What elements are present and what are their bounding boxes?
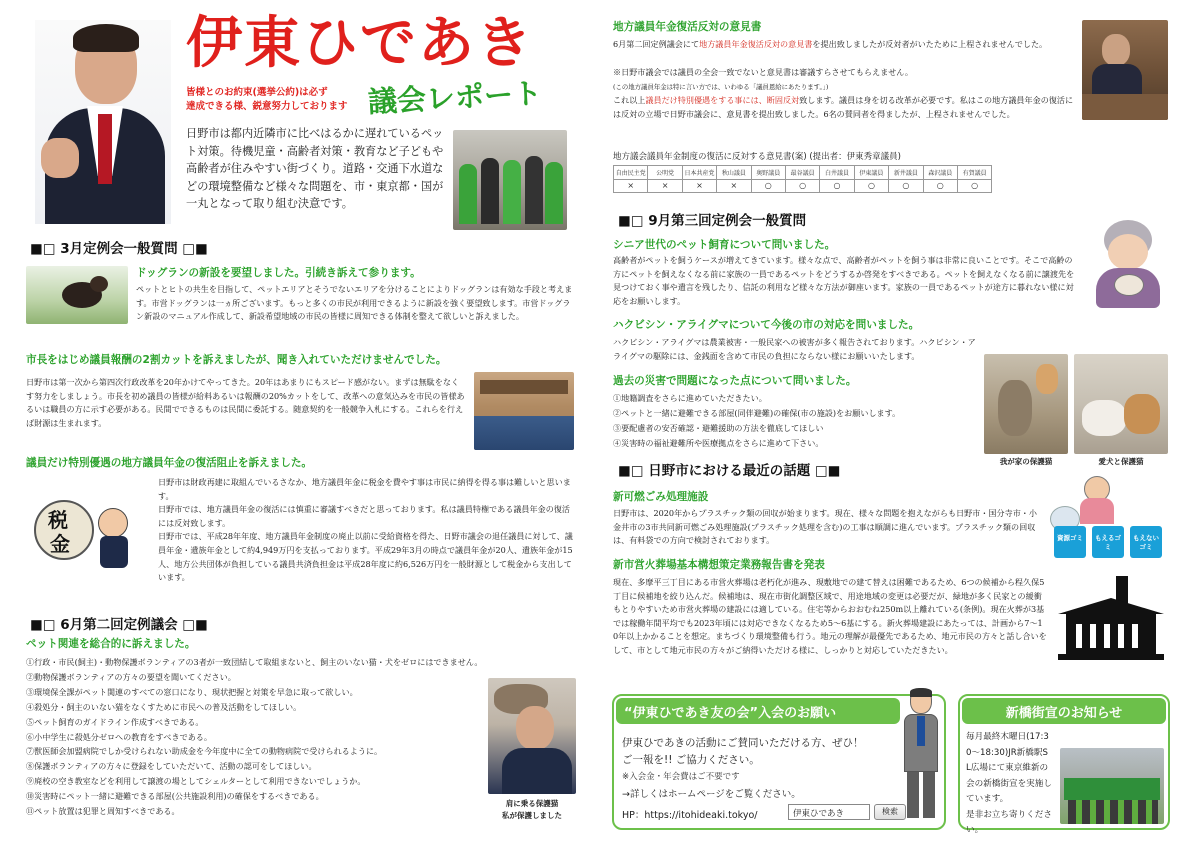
pension-highlight-2: 議員だけ特別優遇をする事には、断固反対 bbox=[645, 95, 800, 105]
party-header: 森沢議員 bbox=[923, 166, 957, 180]
march-text-1: ペットとヒトの共生を目指して、ペットエリアとそうでないエリアを分けることによりドッグランは有効な手段と考えます。市営ドッグランは一ヵ所ございます。もっと多くの市民が利用できるように新設を強く要望致します。市営ドッグラン新設のマニュアル作成して、新設希望地域の市民の皆様に周知できる体制を整えて欲しいと訴えました。 bbox=[136, 284, 573, 322]
street-photo bbox=[1060, 748, 1164, 824]
pension-text-1: 6月第二回定例議会にて地方議員年金復活反対の意見書を提出致しましたが反対者がいたために上程されませんでした。 bbox=[613, 39, 1048, 49]
vote-table-title: 地方議会議員年金制度の復活に反対する意見書(案) (提出者：伊東秀章議員) bbox=[613, 152, 901, 162]
vote-cell: ○ bbox=[889, 179, 923, 193]
party-header: 白井議員 bbox=[820, 166, 854, 180]
home-cat-caption: 我が家の保護猫 bbox=[999, 457, 1053, 466]
tax-char-2: 金 bbox=[50, 532, 70, 556]
section-topics-title: ■□ 日野市における最近の話題 □■ bbox=[618, 463, 841, 479]
pension-highlight-1: 地方議員年金復活反対の意見書 bbox=[699, 39, 813, 49]
bowing-man-illustration bbox=[898, 688, 946, 824]
list-item: ⑩災害時にペット一緒に避難できる部屋(公共施設利用)の確保をするべきである。 bbox=[26, 791, 324, 802]
intro-text: 日野市は都内近隣市に比べはるかに遅れているペット対策。待機児童・高齢者対策・教育など子どもや高齢者が住みやすい街づくり。道路・交通下水道などの環境整備など様々な問題を、市・東京都・国が一丸となって取り組む決意です。 bbox=[186, 127, 444, 211]
club-line-3: ※入会金・年会費はご不要です bbox=[622, 772, 740, 782]
bin-resource: 資源ゴミ bbox=[1054, 526, 1086, 558]
candidate-name: 伊東ひであき bbox=[186, 11, 534, 76]
bin-burnable: もえるゴミ bbox=[1092, 526, 1124, 558]
crematorium-illustration bbox=[1054, 574, 1168, 660]
street-body: 毎月最終木曜日(17:30～18:30)JR新橋駅SL広場にて東京維新の会の新橋街宣を実施しています。 是非お立ち寄りください。 bbox=[966, 732, 1052, 835]
vote-cell: ○ bbox=[785, 179, 819, 193]
topics-text-1: 日野市は、2020年からプラスチック類の回収が始まります。現在、様々な問題を抱えながらも日野市・国分寺市・小金井市の3市共同新可燃ごみ処理施設(プラスチック処理を含む)の工事は順調に進んでいます。プラスチック類の回収は、有料袋での方向で検討されております。 bbox=[613, 508, 1037, 546]
vote-cell: ○ bbox=[957, 179, 991, 193]
section-march-title: ■□ 3月定例会一般質問 □■ bbox=[30, 241, 208, 257]
club-hp: HP：https://itohideaki.tokyo/ bbox=[622, 810, 758, 821]
party-header: 最谷議員 bbox=[785, 166, 819, 180]
grandma-cat-illustration bbox=[1088, 218, 1168, 308]
party-header: 新井議員 bbox=[889, 166, 923, 180]
sept-heading-3: 過去の災害で問題になった点について問いました。 bbox=[613, 375, 857, 387]
vote-cell: × bbox=[648, 179, 682, 193]
list-item: ④災害時の福祉避難所や医療拠点をさらに進めて下さい。 bbox=[613, 438, 824, 448]
march-heading-1: ドッグランの新設を要望しました。引続き訴えて参ります。 bbox=[136, 267, 421, 279]
pension-text-2: ※日野市議会では議員の全会一致でないと意見書は審議すらさせてもらえません。 bbox=[613, 67, 913, 77]
sept-list bbox=[613, 391, 983, 451]
list-item: ⑧保護ボランティアの方々に登録をしていただいて、活動の認可をしてほしい。 bbox=[26, 761, 317, 772]
club-line-4: →詳しくはホームページをご覧ください。 bbox=[622, 789, 801, 800]
march-text-2: 日野市は第一次から第四次行政改革を20年かけてやってきた。20年はあまりにもスピード感がない。まずは無駄をなくす努力をしましょう。市長を初め議員の皆様が給料あるいは報酬の20%カットをして、改革への意気込みを市民の皆様あるいは職員の方に示す必要がある。民間でできるものは民間に委託する。随意契約を一般競争入札にする。これらを行えば財源は生まれます。 bbox=[26, 377, 465, 428]
list-item: ②動物保護ボランティアの方々の要望を聞いてください。 bbox=[26, 671, 236, 682]
tax-bag-illustration bbox=[26, 478, 152, 578]
street-title: 新橋街宣のお知らせ bbox=[1005, 706, 1123, 721]
pension-text-3: (この地方議員年金は特に言い方では、いわゆる「議員恩給にあたります。」) bbox=[613, 83, 829, 91]
pension-heading: 地方議員年金復活反対の意見書 bbox=[613, 21, 762, 33]
june-heading: ペット関連を総合的に訴えました。 bbox=[26, 638, 196, 650]
list-item: ⑤ペット飼育のガイドライン作成すべきである。 bbox=[26, 716, 204, 727]
march-text-3: 日野市は財政再建に取組んでいるさなか、地方議員年金に税金を費やす事は市民に納得を得る事は難しいと思います。 日野市では、地方議員年金の復活には慎重に審議すべきだと思っております。私は議員特権である議員年金の復活には反対致します。 日野市では、平成28年年度、地方議員年金制度の廃止以前に受給資格を得た、日野市議会の退任議員に対して、議員年金・遺族年金として約4,949万円を支払っております。平成29年3月の時点で議員年金が20人、遺族年金が15人、地方公共団体が負担している議員共済負担金は平成28年度に約6,526万円を一般財源として税金から支出しています。 bbox=[158, 477, 573, 583]
party-header: 有賀議員 bbox=[957, 166, 991, 180]
topics-heading-1: 新可燃ごみ処理施設 bbox=[613, 491, 709, 503]
march-heading-2: 市長をはじめ議員報酬の2割カットを訴えましたが、聞き入れていただけませんでした。 bbox=[26, 354, 447, 366]
list-item: ②ペットと一緒に避難できる部屋(同伴避難)の確保(市の施設)をお願いします。 bbox=[613, 408, 901, 418]
party-header: 伊東議員 bbox=[854, 166, 888, 180]
tagline-1: 皆様とのお約束(選挙公約)は必ず bbox=[186, 87, 328, 98]
assembly-photo bbox=[474, 372, 574, 450]
vote-cell: × bbox=[614, 179, 648, 193]
campaign-photo bbox=[453, 130, 567, 230]
vote-cell: ○ bbox=[854, 179, 888, 193]
club-line-2: ご一報を!! ご協力ください。 bbox=[622, 754, 760, 766]
topics-heading-2: 新市営火葬場基本構想策定業務報告書を発表 bbox=[613, 559, 825, 571]
list-item: ①行政・市民(飼主)・動物保護ボランティアの3者が一致団結して取組まないと、飼主のいない猫・犬をゼロにはできません。 bbox=[26, 657, 483, 667]
list-item: ⑪ペット放置は犯罪と周知すべきである。 bbox=[26, 806, 180, 817]
search-button[interactable]: 検索 bbox=[874, 804, 906, 820]
portrait-photo bbox=[35, 20, 171, 224]
vote-cell: ○ bbox=[751, 179, 785, 193]
vote-cell: × bbox=[682, 179, 716, 193]
list-item: ①地籍調査をさらに進めていただきたい。 bbox=[613, 393, 767, 403]
vote-cell: × bbox=[717, 179, 751, 193]
pension-text-4: これ以上議員だけ特別優遇をする事には、断固反対致します。議員は身を切る改革が必要です。私はこの地方議員年金の復活には反対の立場で日野市議会に、意見書を提出致しました。6名の賛同者を得ましたが、上程されませんでした。 bbox=[613, 95, 1074, 119]
sept-heading-1: シニア世代のペット飼育について問いました。 bbox=[613, 239, 836, 251]
vote-table bbox=[613, 165, 992, 193]
shoulder-cat-photo bbox=[488, 678, 576, 794]
club-title: “伊東ひであき友の会”入会のお願い bbox=[624, 706, 837, 721]
section-sept-title: ■□ 9月第三回定例会一般質問 bbox=[618, 213, 807, 229]
podium-photo bbox=[1082, 20, 1168, 120]
dog-photo bbox=[26, 266, 128, 324]
shoulder-cat-caption-1: 肩に乗る保護猫 bbox=[505, 799, 559, 808]
report-title: 議会レポート bbox=[367, 75, 543, 119]
party-header: 奥野議員 bbox=[751, 166, 785, 180]
sept-text-1: 高齢者がペットを飼うケースが増えてきています。様々な点で、高齢者がペットを飼う事は非常に良いことです。そこで高齢の方にペットを飼えなくなる前に家族の一員であるペットをどうするか啓発をすべきである。ペットを飼えなくなる前に譲渡先を見つけておく事や遺言を残したり、信託の利用など様々な方法が御座います。家族の一員であるペットが途方に暮れない様に対応をお願いします。 bbox=[613, 255, 1075, 306]
search-input[interactable]: 伊東ひであき bbox=[788, 804, 870, 820]
sept-text-2: ハクビシン・アライグマは農業被害・一般民家への被害が多く報告されております。ハクビシン・アライグマの駆除には、金銭面を含めて市民の負担にならない様にお願いいたします。 bbox=[613, 337, 976, 361]
party-header: 公明党 bbox=[648, 166, 682, 180]
garbage-bins-illustration bbox=[1050, 476, 1170, 558]
party-header: 秋山議員 bbox=[717, 166, 751, 180]
topics-text-2: 現在、多摩平三丁目にある市営火葬場は老朽化が進み、現敷地での建て替えは困難であるため、6つの候補から程久保5丁目に候補地を絞り込んだ。候補地は、現在市街化調整区域で、用途地域の変更は必要だが、緑地が多く民家との緩衝もとりやすいため市営火葬場の建設には適している。住宅等からおおむね250m以上離れている(条例)。現在火葬が3基では稼働年間平均でも2023年頃には対応できなくなるため5～6基にする。新火葬場建設にあたっては、計画から7～10年以上かかることを想定。まちづくり環境整備も行う。地元の理解が最優先であるため、地元市民の方々と話し合いをして、市として地元市民の方々がご納得いただける様に、しっかりと対応していただきたい。 bbox=[613, 577, 1047, 655]
dog-cat-caption: 愛犬と保護猫 bbox=[1098, 457, 1144, 466]
bin-nonburnable: もえないゴミ bbox=[1130, 526, 1162, 558]
list-item: ③環境保全課がペット関連のすべての窓口になり、現状把握と対策を早急に取って欲しい。 bbox=[26, 686, 358, 697]
march-heading-3: 議員だけ特別優遇の地方議員年金の復活阻止を訴えました。 bbox=[26, 457, 313, 469]
list-item: ⑨廃校の空き教室などを利用して譲渡の場としてシェルターとして利用できないでしょうか。 bbox=[26, 776, 366, 787]
building-icon bbox=[1054, 574, 1168, 660]
section-june-title: ■□ 6月第二回定例議会 □■ bbox=[30, 617, 208, 633]
vote-cell: ○ bbox=[820, 179, 854, 193]
party-header: 日本共産党 bbox=[682, 166, 716, 180]
party-header: 自由民主党 bbox=[614, 166, 648, 180]
shoulder-cat-caption-2: 私が保護しました bbox=[502, 811, 562, 820]
list-item: ④殺処分・飼主のいない猫をなくすために市民への普及活動をしてほしい。 bbox=[26, 701, 302, 712]
list-item: ⑥小中学生に殺処分ゼロへの教育をすべきである。 bbox=[26, 731, 212, 742]
dog-cat-photo bbox=[1074, 354, 1168, 454]
home-cat-photo bbox=[984, 354, 1068, 454]
tax-char-1: 税 bbox=[48, 508, 68, 532]
list-item: ③要配慮者の安否確認・避難援助の方法を徹底してほしい bbox=[613, 423, 824, 433]
vote-cell: ○ bbox=[923, 179, 957, 193]
club-line-1: 伊東ひであきの活動にご賛同いただける方、ぜひ！ bbox=[622, 737, 864, 749]
list-item: ⑦獣医師会加盟病院でしか受けられない助成金を今年度中に全ての動物病院で受けられるように。 bbox=[26, 746, 383, 757]
sept-heading-2: ハクビシン・アライグマについて今後の市の対応を問いました。 bbox=[613, 319, 920, 331]
tagline-2: 達成できる様、鋭意努力しております bbox=[186, 101, 348, 112]
